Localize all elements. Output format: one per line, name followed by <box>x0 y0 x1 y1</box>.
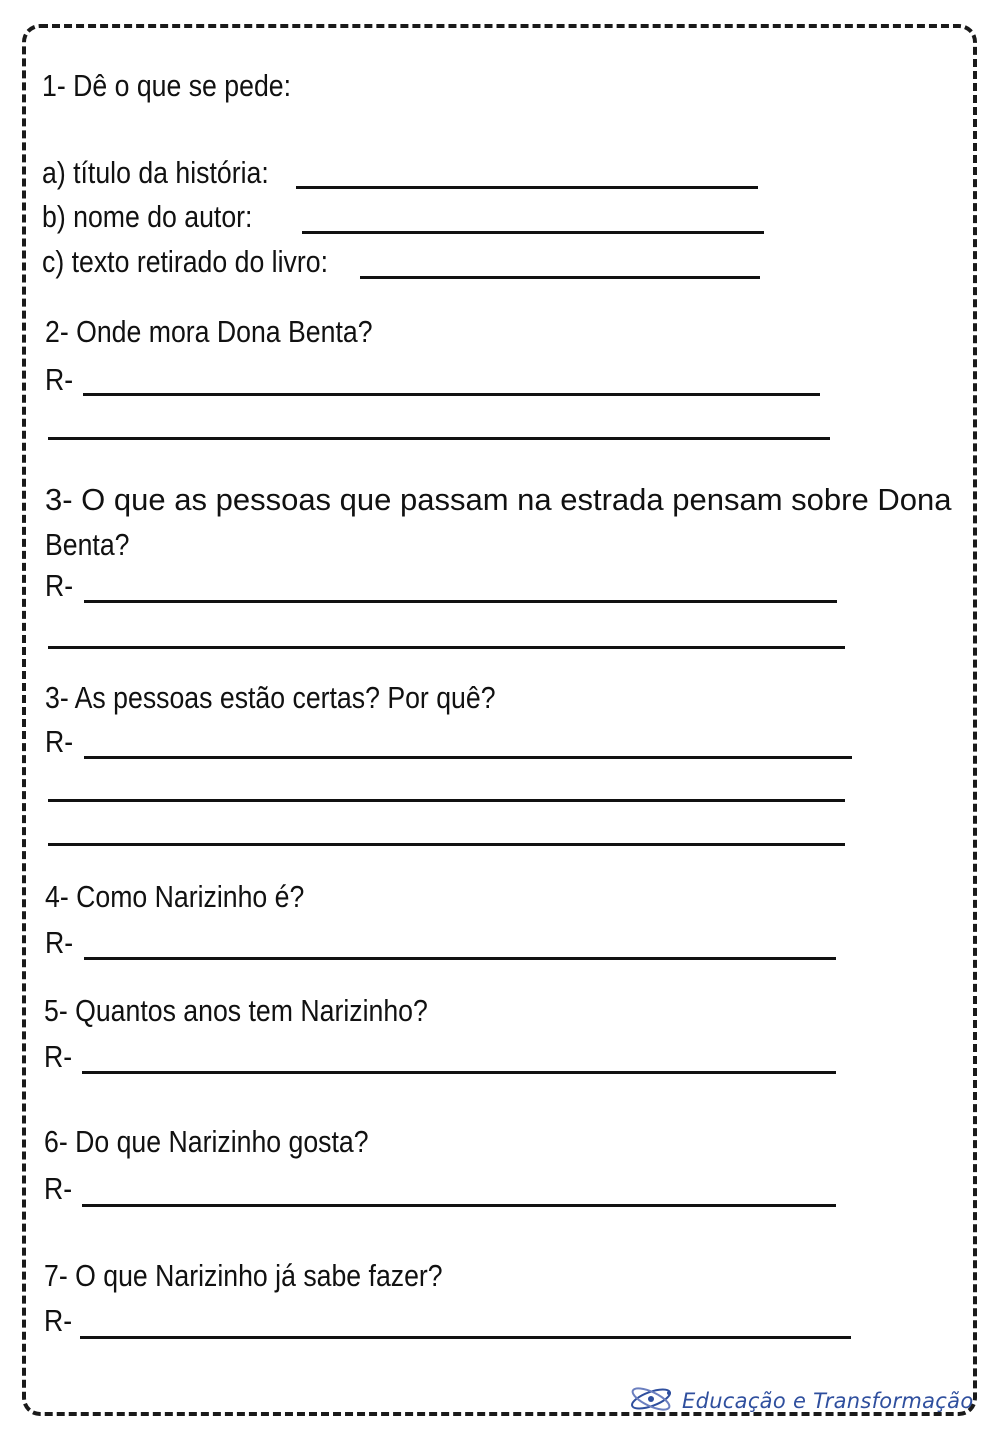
answer-prefix-3b: R- <box>45 724 74 759</box>
answer-prefix-2: R- <box>45 362 74 397</box>
question-2-title: 2- Onde mora Dona Benta? <box>45 314 373 349</box>
answer-line-3a-2[interactable] <box>48 646 845 649</box>
answer-line-4[interactable] <box>84 957 836 960</box>
answer-prefix-6: R- <box>44 1171 73 1206</box>
answer-line-1b[interactable] <box>302 231 764 234</box>
footer-brand-text: Educação e Transformação <box>682 1389 974 1413</box>
question-3a-line1: 3- O que as pessoas que passam na estrada pensam sobre Dona <box>45 482 952 517</box>
atom-logo-icon <box>628 1382 674 1421</box>
answer-line-5[interactable] <box>82 1071 836 1074</box>
question-7-title: 7- O que Narizinho já sabe fazer? <box>44 1258 443 1293</box>
question-1a-label: a) título da história: <box>42 155 269 190</box>
answer-prefix-3a: R- <box>45 568 74 603</box>
answer-line-1c[interactable] <box>360 276 760 279</box>
question-1c-label: c) texto retirado do livro: <box>42 244 328 279</box>
footer-logo <box>628 1383 973 1419</box>
answer-prefix-5: R- <box>44 1039 73 1074</box>
question-1-title: 1- Dê o que se pede: <box>42 68 292 103</box>
answer-line-3b-2[interactable] <box>48 799 845 802</box>
answer-prefix-7: R- <box>44 1303 73 1338</box>
question-6-title: 6- Do que Narizinho gosta? <box>44 1124 369 1159</box>
answer-line-1a[interactable] <box>296 186 758 189</box>
question-5-title: 5- Quantos anos tem Narizinho? <box>44 993 428 1028</box>
question-4-title: 4- Como Narizinho é? <box>45 879 305 914</box>
answer-line-6[interactable] <box>82 1204 836 1207</box>
answer-line-3a-1[interactable] <box>84 600 837 603</box>
answer-line-2-1[interactable] <box>83 393 820 396</box>
question-3b-title: 3- As pessoas estão certas? Por quê? <box>45 680 496 715</box>
question-1b-label: b) nome do autor: <box>42 199 253 234</box>
question-3a-line2: Benta? <box>45 527 130 562</box>
answer-line-3b-1[interactable] <box>84 756 852 759</box>
answer-line-3b-3[interactable] <box>48 843 845 846</box>
answer-prefix-4: R- <box>45 925 74 960</box>
answer-line-2-2[interactable] <box>48 437 830 440</box>
answer-line-7[interactable] <box>80 1336 851 1339</box>
